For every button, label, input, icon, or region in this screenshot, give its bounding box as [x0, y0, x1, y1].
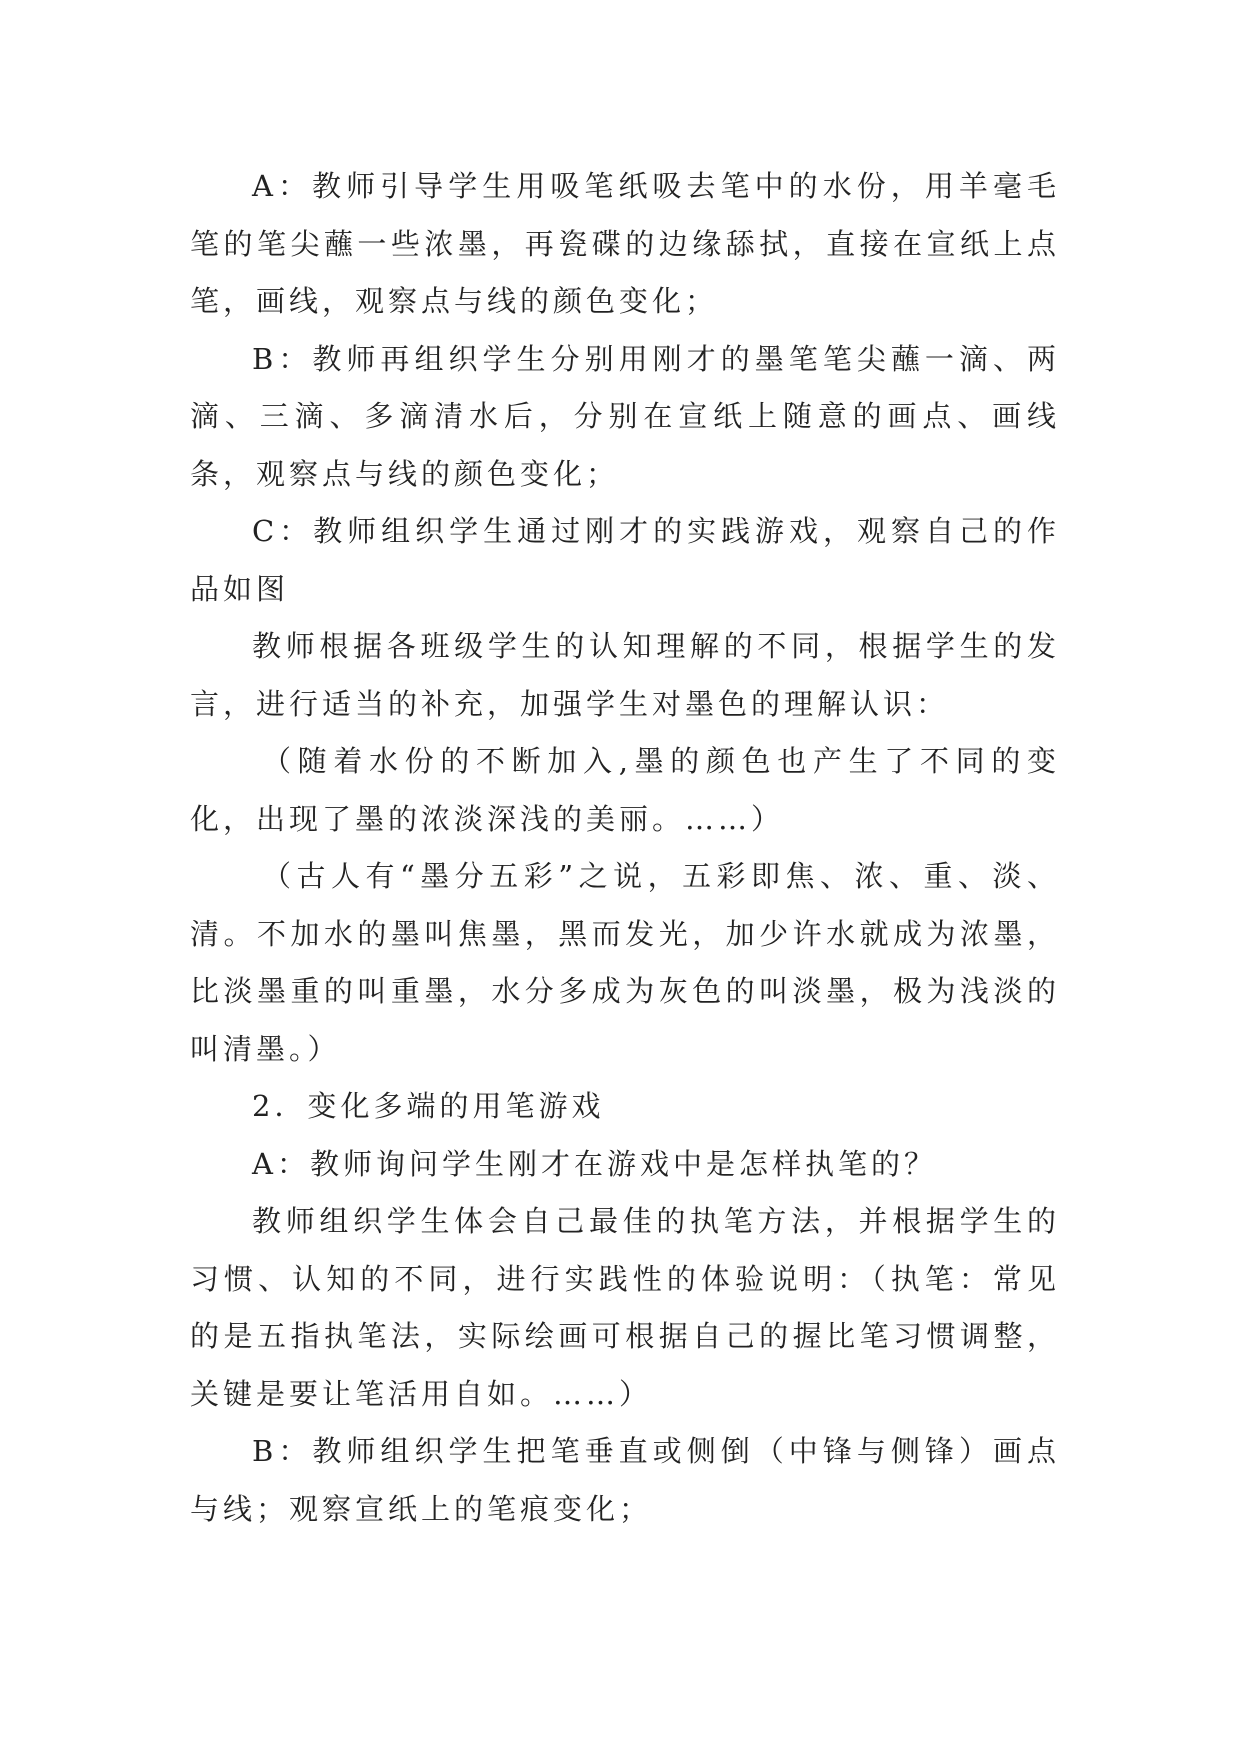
paragraph-a-holding-brush: A：教师询问学生刚才在游戏中是怎样执笔的？	[252, 1146, 937, 1181]
paragraph-teacher-supplement: 教师根据各班级学生的认知理解的不同，根据学生的发言，进行适当的补充，加强学生对墨色的理解认识：	[190, 629, 1060, 721]
paragraph-note-five-colors: （古人有“墨分五彩”之说，五彩即焦、浓、重、淡、清。不加水的墨叫焦墨，黑而发光，加少许水就成为浓墨，比淡墨重的叫重墨，水分多成为灰色的叫淡墨，极为浅淡的叫清墨。）	[190, 859, 1060, 1066]
section-heading-brush-game: 2．变化多端的用笔游戏	[252, 1089, 605, 1123]
paragraph-b-center-side-tip: B：教师组织学生把笔垂直或侧倒（中锋与侧锋）画点与线；观察宣纸上的笔痕变化；	[190, 1434, 1060, 1526]
paragraph-b-water-drops: B：教师再组织学生分别用刚才的墨笔笔尖蘸一滴、两滴、三滴、多滴清水后，分别在宣纸上随意的画点、画线条，观察点与线的颜色变化；	[190, 341, 1060, 491]
paragraph-note-ink-shades: （随着水份的不断加入,墨的颜色也产生了不同的变化，出现了墨的浓淡深浅的美丽。……）	[190, 744, 1060, 836]
paragraph-a-ink-dot-line: A：教师引导学生用吸笔纸吸去笔中的水份，用羊毫毛笔的笔尖蘸一些浓墨，再瓷碟的边缘舔拭，直接在宣纸上点笔，画线，观察点与线的颜色变化；	[190, 169, 1060, 318]
document-body	[190, 158, 1060, 1538]
paragraph-holding-method: 教师组织学生体会自己最佳的执笔方法，并根据学生的习惯、认知的不同，进行实践性的体验说明：（执笔：常见的是五指执笔法，实际绘画可根据自己的握比笔习惯调整，关键是要让笔活用自如。……）	[190, 1204, 1060, 1411]
paragraph-c-observe-works: C：教师组织学生通过刚才的实践游戏，观察自己的作品如图	[190, 514, 1060, 606]
